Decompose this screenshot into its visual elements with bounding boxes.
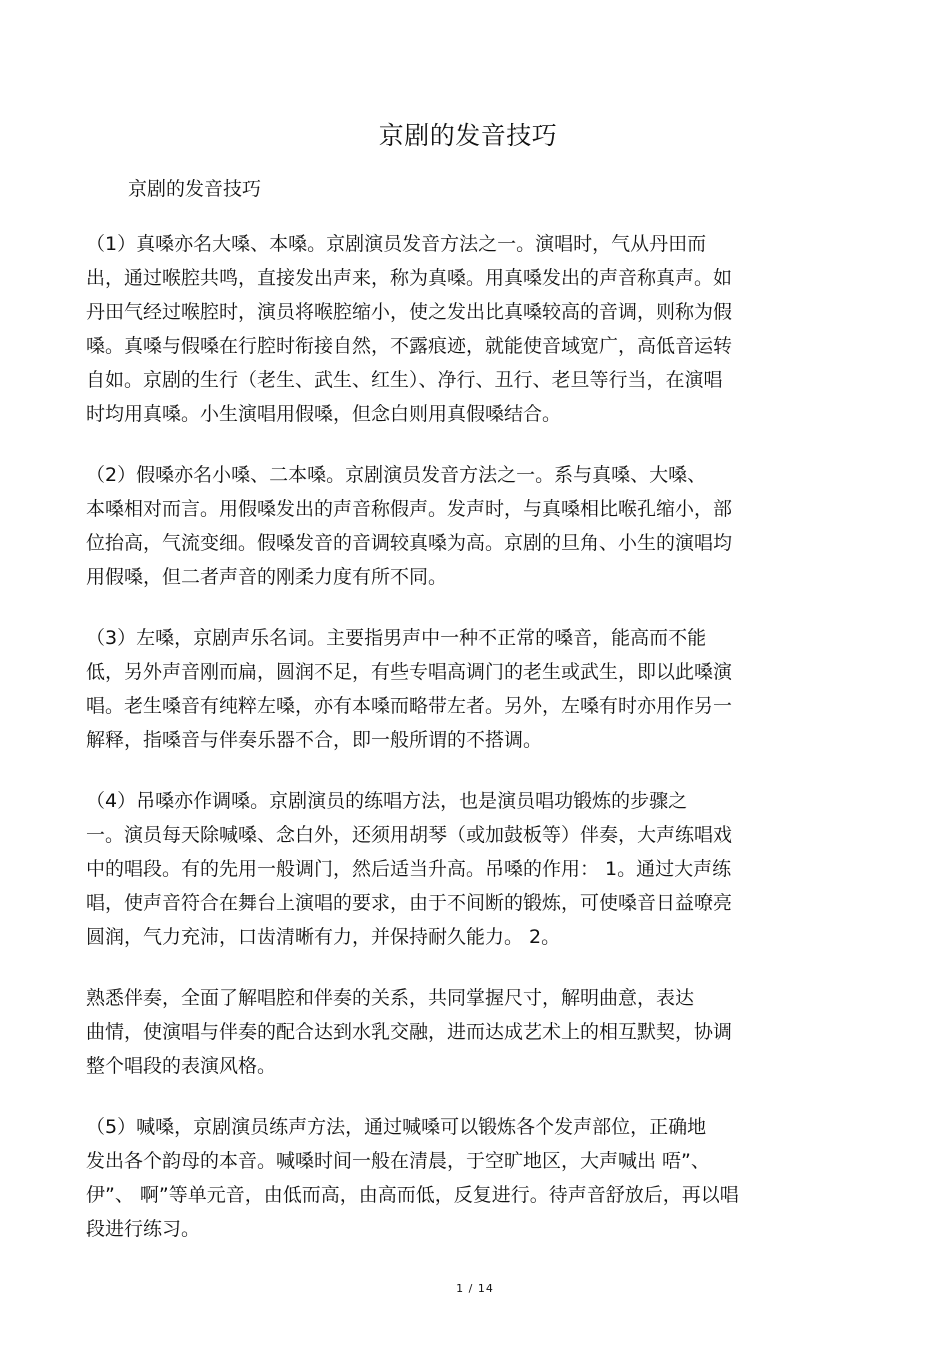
paragraph-6: （5）喊嗓，京剧演员练声方法，通过喊嗓可以锻炼各个发声部位，正确地 发出各个韵母的本音。喊嗓时间一般在清晨，于空旷地区，大声喊出 唔”、 伊”、 啊”等单元音，由低而高，由高而低，反复进行。待声音舒放后，再以唱 段进行练习。 [86, 1116, 739, 1240]
paragraph-2: （2）假嗓亦名小嗓、二本嗓。京剧演员发音方法之一。系与真嗓、大嗓、 本嗓相对而言。用假嗓发出的声音称假声。发声时，与真嗓相比喉孔缩小，部 位抬高，气流变细。假嗓发音的音调较真嗓为高。京剧的旦角、小生的演唱均 用假嗓，但二者声音的刚柔力度有所不同。 [86, 464, 733, 588]
paragraph-1: （1）真嗓亦名大嗓、本嗓。京剧演员发音方法之一。演唱时，气从丹田而 出，通过喉腔共鸣，直接发出声来，称为真嗓。用真嗓发出的声音称真声。如 丹田气经过喉腔时，演员将喉腔缩小，使之发出比真嗓较高的音调，则称为假 嗓。真嗓与假嗓在行腔时衔接自然，不露痕迹，就能使音域宽广，高低音运转 自如。京剧的生行（老生、武生、红生）、净行、丑行、老旦等行当，在演唱 时均用真嗓。小生演唱用假嗓，但念白则用真假嗓结合。 [86, 233, 733, 425]
paragraph-4: （4）吊嗓亦作调嗓。京剧演员的练唱方法，也是演员唱功锻炼的步骤之 一。演员每天除喊嗓、念白外，还须用胡琴（或加鼓板等）伴奏，大声练唱戏 中的唱段。有的先用一般调门，然后适当升高。吊嗓的作用： 1。通过大声练 唱，使声音符合在舞台上演唱的要求，由于不间断的锻炼，可使嗓音日益嘹亮 圆润，气力充沛，口齿清晰有力，并保持耐久能力。 2。 [86, 790, 733, 948]
page-indicator: 1 / 14 [456, 1282, 494, 1295]
paragraph-5: 熟悉伴奏，全面了解唱腔和伴奏的关系，共同掌握尺寸，解明曲意，表达 曲情，使演唱与伴奏的配合达到水乳交融，进而达成艺术上的相互默契，协调 整个唱段的表演风格。 [86, 987, 733, 1077]
paragraph-3: （3）左嗓，京剧声乐名词。主要指男声中一种不正常的嗓音，能高而不能 低，另外声音刚而扁，圆润不足，有些专唱高调门的老生或武生，即以此嗓演 唱。老生嗓音有纯粹左嗓，亦有本嗓而略带左者。另外，左嗓有时亦用作另一 解释，指嗓音与伴奏乐器不合，即一般所谓的不搭调。 [86, 627, 733, 751]
page-title: 京剧的发音技巧 [378, 121, 558, 150]
body-text [86, 227, 828, 1273]
page-subtitle: 京剧的发音技巧 [128, 178, 262, 200]
